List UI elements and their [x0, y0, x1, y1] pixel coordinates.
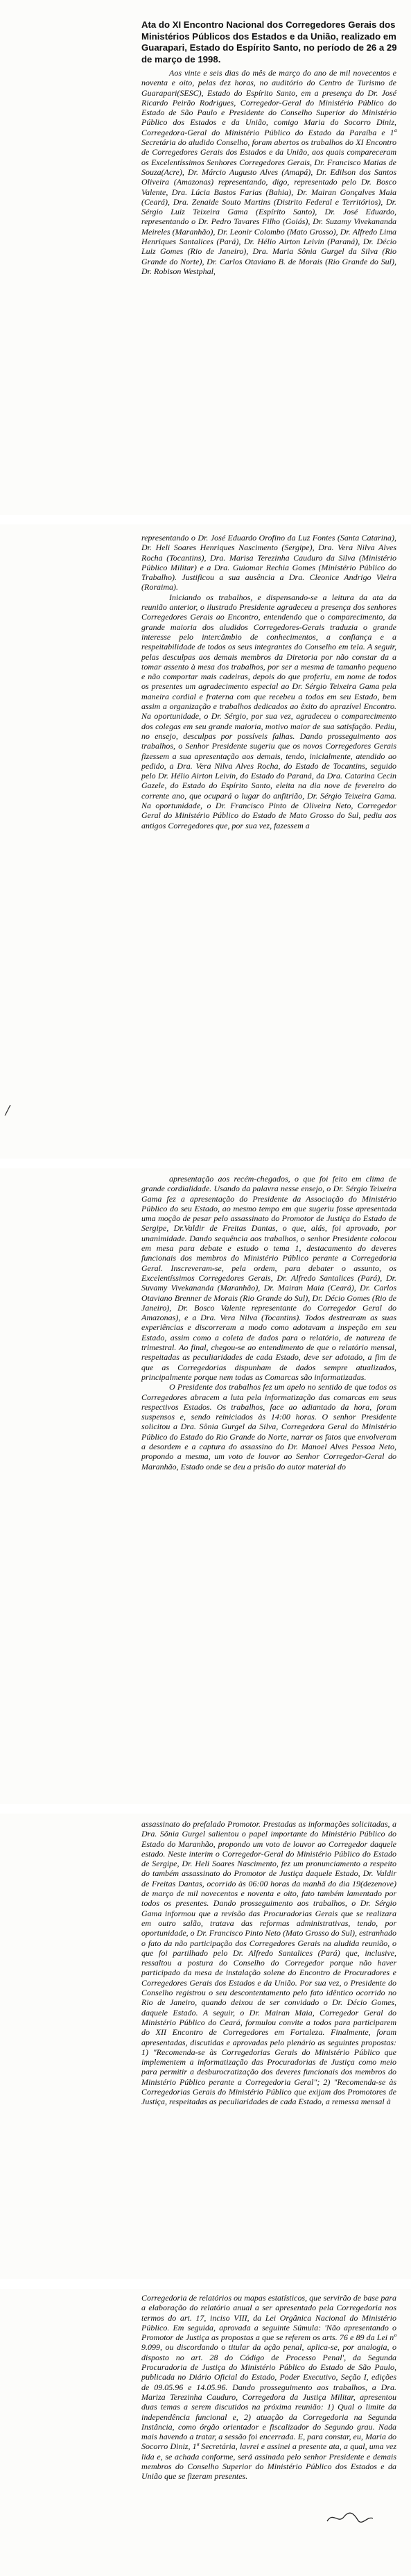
page-break-2 [0, 1159, 411, 1168]
page-break-1 [0, 515, 411, 524]
signature-scribble [326, 2510, 374, 2525]
handwritten-signature [326, 2510, 374, 2528]
page-break-3 [0, 1804, 411, 1814]
document-title: Ata do XI Encontro Nacional dos Corregedores Gerais dos Ministérios Públicos dos Estados e da União, realizado em Guarapari, Estado do Espírito Santo, no período de 26 a 29 de março de 1998. [141, 19, 397, 65]
minutes-block-5 [141, 2293, 396, 2570]
paragraph-opening: Aos vinte e seis dias do mês de março do ano de mil novecentos e noventa e oito, pelas dez horas, no auditório do Centro de Turismo de Guarapari(SESC), Estado do Espírito Santo, em a presença do Dr. José Ricardo Peirão Rodrigues, Corregedor-Geral do Ministério Público do Estado de São Paulo e Presidente do Conselho Superior do Ministério Público dos Estados e da União, comigo Maria do Socorro Diniz, Corregedora-Geral do Ministério Público do Estado da Paraíba e 1ª Secretária do aludido Conselho, foram abertos os trabalhos do XI Encontro de Corregedores Gerais dos Estados e da União, aos quais compareceram os Excelentíssimos Senhores Corregedores Gerais, Dr. Francisco Matias de Souza(Acre), Dr. Márcio Augusto Alves (Amapá), Dr. Edilson dos Santos Oliveira (Amazonas) representando, digo, representado pelo Dr. Bosco Valente, Dra. Lúcia Bastos Farias (Bahia), Dr. Mairan Gonçalves Maia (Ceará), Dra. Zenaide Souto Martins (Distrito Federal e Territórios), Dr. Sérgio Luiz Teixeira Gama (Espírito Santo), Dr. José Eduardo, representando o Dr. Pedro Tavares Filho (Goiás), Dr. Suzamy Vivekananda Meireles (Maranhão), Dr. Leonir Colombo (Mato Grosso), Dr. Alfredo Lima Henriques Santalices (Pará), Dr. Hélio Airton Leivin (Paraná), Dr. Décio Luiz Gomes (Rio de Janeiro), Dra. Maria Sônia Gurgel da Silva (Rio Grande do Norte), Dr. Carlos Otaviano B. de Morais (Rio Grande do Sul), Dr. Robison Westphal, [141, 68, 396, 276]
margin-annotation-mark: / [6, 1103, 10, 1118]
page-break-4 [0, 2279, 411, 2289]
minutes-block-2 [141, 533, 396, 1150]
minutes-block-4 [141, 1819, 396, 2270]
paragraph-presentations: apresentação aos recém-chegados, o que foi feito em clima de grande cordialidade. Usando da palavra nesse ensejo, o Dr. Sérgio Teixeira Gama fez a apresentação do Presidente da Associação do Ministério Público do seu Estado, ao mesmo tempo em que sugeriu fosse apresentada uma moção de pesar pelo assassinato do Promotor de Justiça do Estado de Sergipe, Dr.Valdir de Freitas Dantas, o que, alás, foi aprovado, por unanimidade. Dando sequência aos trabalhos, o senhor Presidente colocou em mesa para debate e estudo o tema 1, destacamento do deveres funcionais dos membros do Ministério Público perante a Corregedoria Geral. Inscreveram-se, pela ordem, para debater o assunto, os Excelentíssimos Corregedores Gerais, Dr. Alfredo Santalices (Pará), Dr. Suvamy Vivekananda (Maranhão), Dr. Mairan Maia (Ceará), Dr. Carlos Otaviano Brenner de Morais (Rio Grande do Sul), Dr. Décio Gomes (Rio de Janeiro), Dr. Bosco Valente representante do Corregedor Geral do Amazonas), e a Dra. Vera Nilva (Tocantins). Todos destrearam as suas experiências e discorreram a modo como adotavam a inspeção em seu Estado, assim como a coleta de dados para o relatório, de natureza de trimestral. Ao final, chegou-se ao entendimento de que o relatório mensal, respeitadas as peculiaridades de cada Estado, deve ser adotado, a fim de que as Corregedorias dispunham de dados sempre atualizados, principalmente porque nem todas as Comarcas são informatizadas. [141, 1174, 396, 1382]
paragraph-closing: Corregedoria de relatórios ou mapas estatísticos, que servirão de base para a elaboração do relatório anual a ser apresentado pela Corregedoria nos termos do art. 17, inciso VIII, da Lei Orgânica Nacional do Ministério Público. Em seguida, aprovada a seguinte Súmula: 'Não apresentando o Promotor de Justiça as propostas a que se referem os arts. 76 e 89 da Lei nº 9.099, ou discordando o titular da ação penal, aplica-se, por analogia, o disposto no art. 28 do Código de Processo Penal', da Segunda Procuradoria de Justiça do Ministério Público do Estado de São Paulo, publicada no Diário Oficial do Estado, Poder Executivo, Seção I, edições de 09.05.96 e 14.05.96. Dando prosseguimento aos trabalhos, a Dra. Mariza Terezinha Cauduro, Corregedora da Justiça Militar, apresentou duas temas a serem discutidos na próxima reunião: 1) Qual o limite da independência funcional e, 2) atuação da Corregedoria na Segunda Instância, como órgão orientador e fiscalizador do Segundo grau. Nada mais havendo a tratar, a sessão foi encerrada. E, para constar, eu, Maria do Socorro Diniz, 1ª Secretária, lavrei e assinei a presente ata, a qual, uma vez lida e, se achada conforme, será assinada pelo senhor Presidente e demais membros do Conselho Superior do Ministério Público dos Estados e da União que se fizeram presentes. [141, 2293, 396, 2482]
paragraph-proceedings: Iniciando os trabalhos, e dispensando-se a leitura da ata da reunião anterior, o ilustrado Presidente agradeceu a presença dos senhores Corregedores Gerais ao Encontro, entendendo que o comparecimento, da grande maioria dos aludidos Corregedores-Gerais traduzia o grande interesse pelo intercâmbio de conhecimentos, a confiança e a respeitabilidade de todos os seus integrantes do Conselho em tela. A seguir, pelas desculpas aos demais membros da Diretoria por não constar da a tomar assento à mesa dos trabalhos, por ser a mesma de tamanho pequeno e não comportar mais cadeiras, depois do que proferiu, em nome de todos os presentes um agradecimento especial ao Dr. Sérgio Teixeira Gama pela maneira cordial e fraterna com que recebeu a todos em seu Estado, bem assim a organização e trabalhos dedicados ao êxito do aprazível Encontro. Na oportunidade, o Dr. Sérgio, por sua vez, agradeceu o comparecimento dos colegas em seu grande maioria, motivo maior de sua satisfação. Pediu, no ensejo, desculpas por possíveis falhas. Dando prosseguimento aos trabalhos, o Senhor Presidente sugeriu que os novos Corregedores Gerais fizessem a sua apresentação aos demais, tendo, inicialmente, atendido ao pedido, a Dra. Vera Nilva Alves Rocha, do Estado de Tocantins, seguido pelo Dr. Hélio Airton Leivin, do Estado do Paraná, da Dra. Catarina Cecin Gazele, do Estado do Espírito Santo, eleita na dia nove de fevereiro do corrente ano, que ocupará o lugar do anfitrião, Dr. Sérgio Teixeira Gama. Na oportunidade, o Dr. Francisco Pinto de Oliveira Neto, Corregedor Geral do Ministério Público do Estado de Mato Grosso do Sul, pediu aos antigos Corregedores que, por sua vez, fazessem a [141, 592, 396, 830]
minutes-block-3 [141, 1174, 396, 1798]
paragraph-proposals: assassinato do prefalado Promotor. Prestadas as informações solicitadas, a Dra. Sônia Gurgel salientou o papel importante do Ministério Público do Estado do Maranhão, propondo um voto de louvor ao Corregedor daquele estado. Neste interim o Corregedor-Geral do Ministério Público do Estado de Sergipe, Dr. Heli Soares Nascimento, fez um pronunciamento a respeito do também assassinato do Promotor de Justiça daquele Estado, Dr. Valdir de Freitas Dantas, ocorrido às 06:00 horas da manhã do dia 19(dezenove) de março de mil novecentos e noventa e oito, fato também lamentado por todos os presentes. Dando prosseguimento aos trabalhos, o Dr. Sérgio Gama informou que a revisão das Procuradorias Gerais que se realizara em outro salão, tratava das reformas administrativas, tendo, por oportunidade, o Dr. Francisco Pinto Neto (Mato Grosso do Sul), estranhado o fato da não participação dos Corregedores Gerais na aludida reunião, o que foi partilhado pelo Dr. Alfredo Santalices (Pará) que, inclusive, ressaltou a postura do Conselho do Corregedor porque não haver participado da mesa de instalação solene do Encontro de Procuradores e Corregedores Gerais dos Estados e da União. Por sua vez, o Presidente do Conselho registrou o seu descontentamento pelo fato idêntico ocorrido no Rio de Janeiro, quando deixou de ser convidado o Dr. Décio Gomes, daquele Estado. A seguir, o Dr. Mairan Maia, Corregedor Geral do Ministério Público do Ceará, formulou convite a todos para participarem do XII Encontro de Corregedores em Fortaleza. Finalmente, foram apresentadas, discutidas e aprovadas pelo plenário as seguintes propostas: 1) "Recomenda-se às Corregedorias Gerais do Ministério Público que implementem a informatização das Procuradorias de Justiça como meio para permitir a desburocratização dos deveres funcionais dos membros do Ministério Público perante a Corregedoria Geral"; 2) "Recomenda-se às Corregedorias Gerais do Ministério Público que exijam dos Promotores de Justiça, respeitadas as peculiaridades de cada Estado, a remessa mensal à [141, 1819, 396, 2107]
paragraph-attendance: representando o Dr. José Eduardo Orofino da Luz Fontes (Santa Catarina), Dr. Heli Soares Henriques Nascimento (Sergipe), Dra. Vera Nilva Alves Rocha (Tocantins), Dra. Marisa Terezinha Cauduro da Silva (Ministério Público Militar) e a Dra. Guiomar Rechia Gomes (Ministério Público do Trabalho). Justificou a sua ausência a Dra. Cleonice Andrigo Vieira (Roraima). [141, 533, 396, 592]
paragraph-informatization: O Presidente dos trabalhos fez um apelo no sentido de que todos os Corregedores abracem a luta pela informatização das comarcas em seus respectivos Estados. Os trabalhos, face ao adiantado da hora, foram suspensos e, sendo reiniciados às 14:00 horas. O senhor Presidente solicitou a Dra. Sônia Gurgel da Silva, Corregedora Geral do Ministério Público do Estado do Rio Grande do Norte, narrar os fatos que envolveram a desordem e a captura do assassino do Dr. Manoel Alves Pessoa Neto, propondo a mesma, um voto de louvor ao Senhor Corregedor-Geral do Maranhão, Estado onde se deu a prisão do autor material do [141, 1382, 396, 1472]
minutes-block-1 [141, 68, 396, 512]
